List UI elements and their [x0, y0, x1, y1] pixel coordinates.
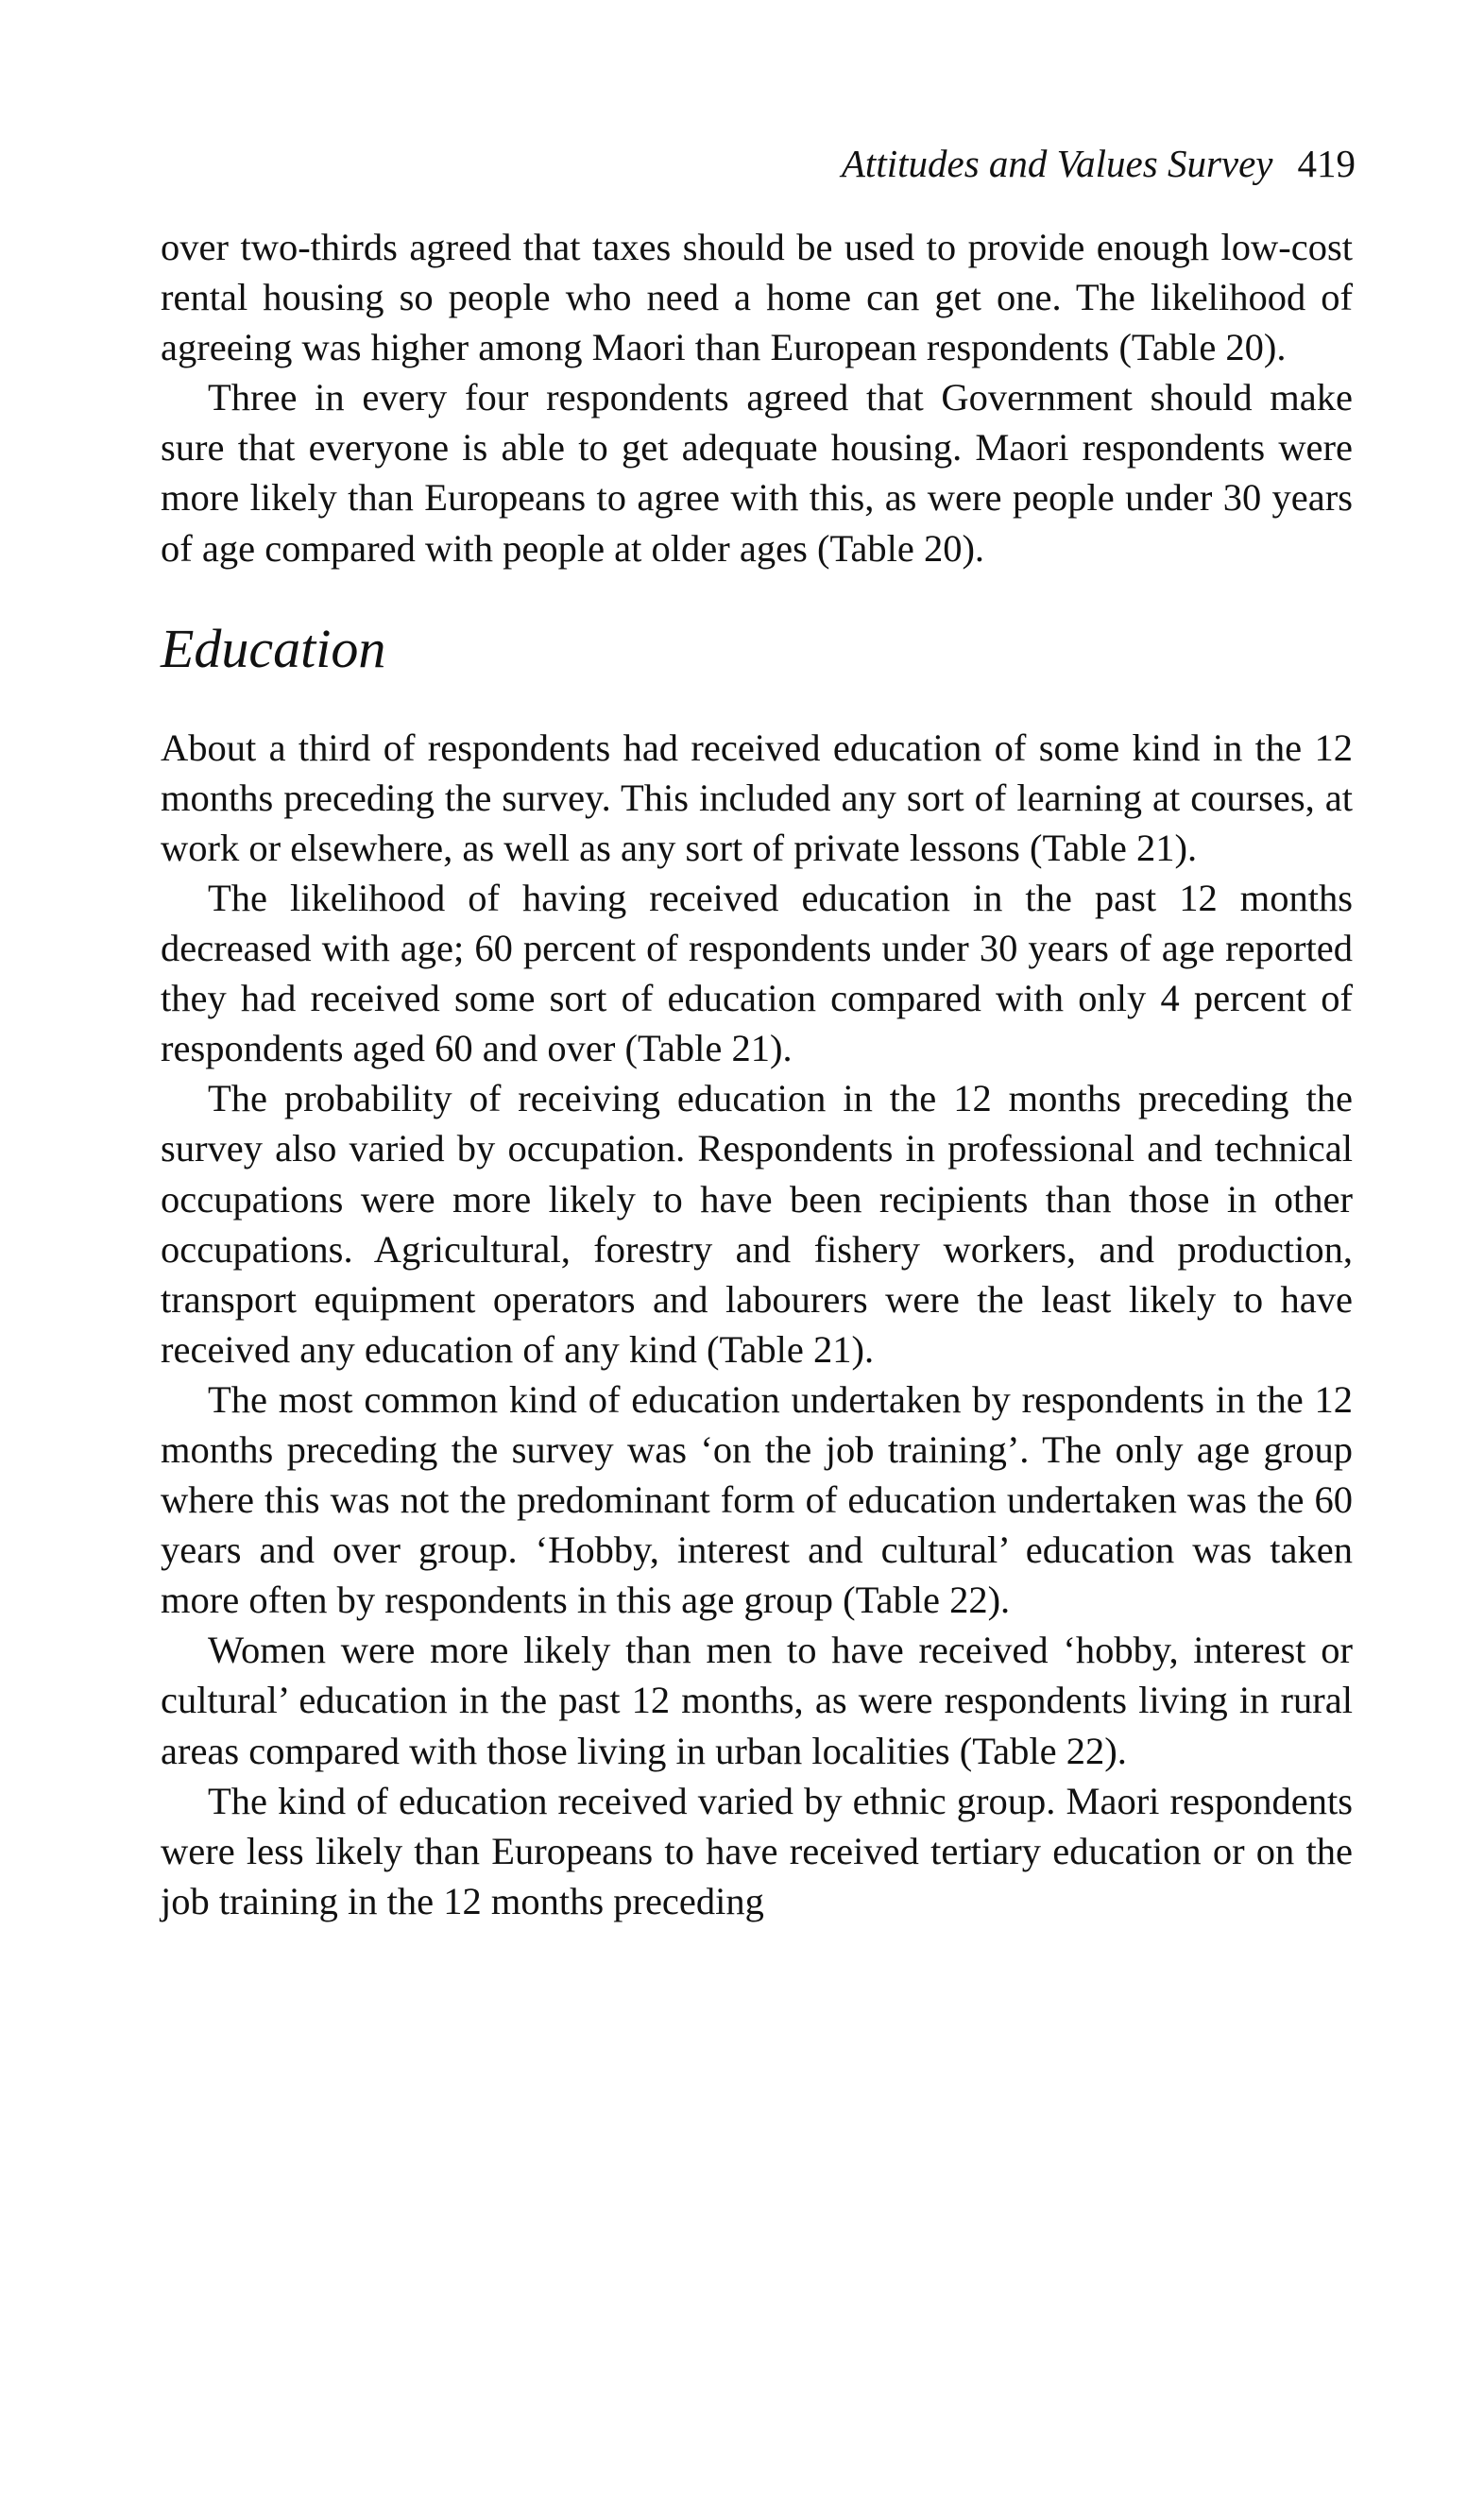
paragraph-education-overview: About a third of respondents had received education of some kind in the 12 months preceding the survey. This included any sort of learning at courses, at work or elsewhere, as well as any sort of private lessons (Table 21).	[161, 726, 1353, 869]
body-text	[161, 222, 1353, 1926]
paragraph-housing-continued: over two-thirds agreed that taxes should be used to provide enough low-cost rental housing so people who need a home can get one. The likelihood of agreeing was higher among Maori than European respondents (Table 20).	[161, 226, 1353, 369]
paragraph-education-gender: Women were more likely than men to have received ‘hobby, interest or cultural’ education in the past 12 months, as were respondents living in rural areas compared with those living in urban localities (Table 22).	[161, 1629, 1353, 1772]
paragraph-education-ethnic: The kind of education received varied by ethnic group. Maori respondents were less likely than Europeans to have received tertiary education or on the job training in the 12 months preceding	[161, 1779, 1353, 1922]
paragraph-education-kind: The most common kind of education undertaken by respondents in the 12 months preceding the survey was ‘on the job training’. The only age group where this was not the predominant form of education undertaken was the 60 years and over group. ‘Hobby, interest and cultural’ education was taken more often by respondents in this age group (Table 22).	[161, 1377, 1353, 1622]
paragraph-education-age: The likelihood of having received education in the past 12 months decreased with age; 60 percent of respondents under 30 years of age reported they had received some sort of education compared with only 4 percent of respondents aged 60 and over (Table 21).	[161, 876, 1353, 1070]
page-number: 419	[1297, 142, 1356, 185]
section-heading-education: Education	[161, 617, 386, 679]
running-head	[842, 140, 1356, 187]
paragraph-housing-government: Three in every four respondents agreed that Government should make sure that everyone is able to get adequate housing. Maori respondents were more likely than Europeans to agree with this, as were people under 30 years of age compared with people at older ages (Table 20).	[161, 376, 1353, 570]
paragraph-education-occupation: The probability of receiving education in the 12 months preceding the survey also varied by occupation. Respondents in professional and technical occupations were more likely to have been recipients than those in other occupations. Agricultural, forestry and fishery workers, and production, transport equipment operators and labourers were the least likely to have received any education of any kind (Table 21).	[161, 1077, 1353, 1371]
running-title: Attitudes and Values Survey	[841, 142, 1273, 185]
